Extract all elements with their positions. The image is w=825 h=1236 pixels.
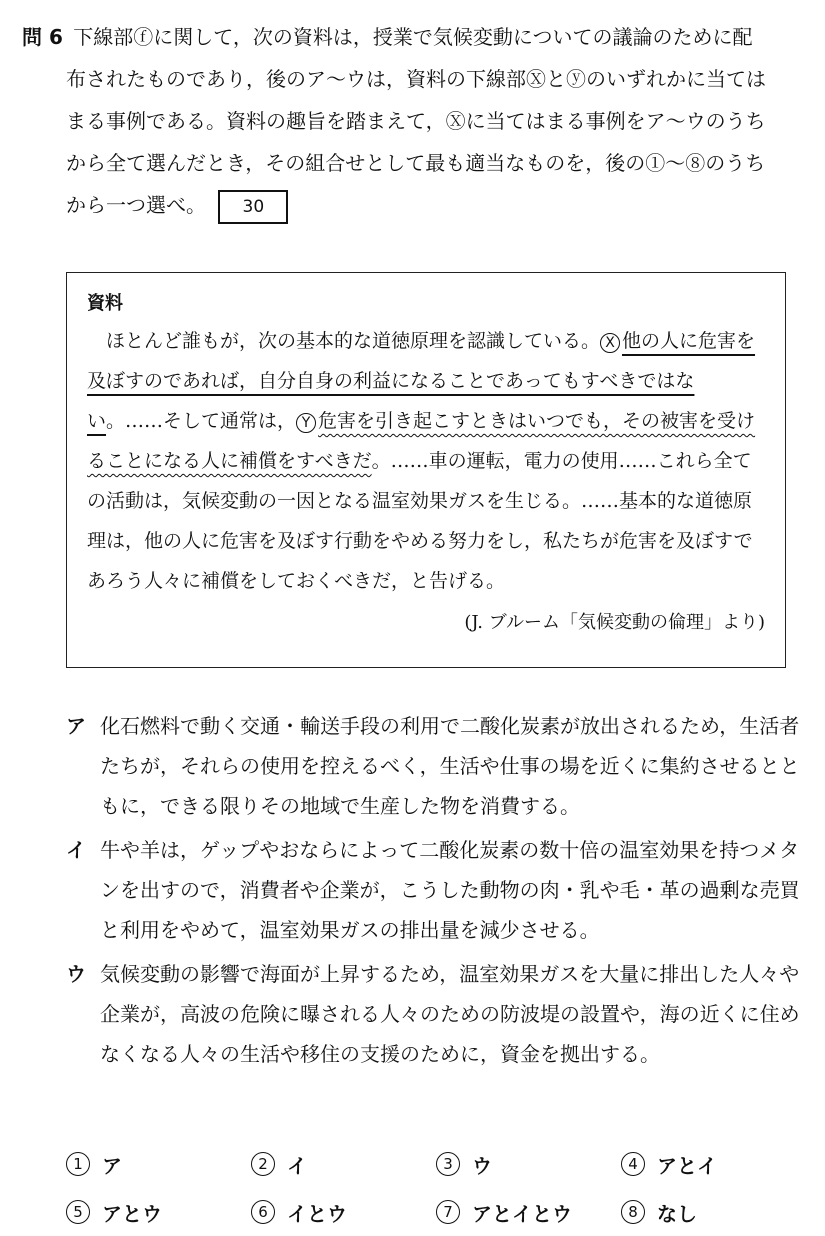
example-text: 気候変動の影響で海面が上昇するため，温室効果ガスを大量に排出した人々や企業が，高波の危険に曝される人々のための防波堤の設置や，海の近くに住めなくなる人々の生活や移住の支援のために，資金を拠出する。 [100,962,800,1066]
material-source: (J. ブルーム「気候変動の倫理」より) [464,612,765,633]
example-text: 牛や羊は，ゲップやおならによって二酸化炭素の数十倍の温室効果を持つメタンを出すので，消費者や企業が，こうした動物の肉・乳や毛・革の過剰な売買と利用をやめて，温室効果ガスの排出量を減少させる。 [100,838,800,942]
example-item [66,954,806,1074]
choice-option[interactable] [621,1198,806,1227]
material-title: 資料 [87,293,123,314]
choice-row [66,1140,806,1188]
choice-text: なし [657,1201,697,1226]
example-label: ウ [66,962,86,986]
choice-number: 6 [251,1200,275,1224]
choice-text: アとイ [657,1153,717,1178]
choice-text: イとウ [287,1201,347,1226]
question-line: 布されたものであり，後のア～ウは，資料の下線部Ⓧとⓨのいずれかに当ては [66,67,766,91]
material-text: 。……車の運転，電力の使用……これら全ての活動は，気候変動の一因となる温室効果ガスを生じる。……基本的な道徳原理は，他の人に危害を及ぼす行動をやめる努力をし，私たちが危害を及ぼすであろう人々に補償をしておくべきだ，と告げる。 [87,450,753,592]
example-label: イ [66,838,86,862]
answer-choices [66,1140,806,1236]
material-text: 。……そして通常は， [106,410,297,432]
choice-number: 1 [66,1152,90,1176]
mark-y-icon: Y [296,413,316,433]
choice-row [66,1188,806,1236]
material-text: ほとんど誰もが，次の基本的な道徳原理を認識している。 [106,330,601,352]
choice-number: 3 [436,1152,460,1176]
choice-option[interactable] [251,1198,436,1227]
choice-text: ア [102,1153,122,1178]
example-label: ア [66,714,86,738]
choice-number: 7 [436,1200,460,1224]
choice-option[interactable] [436,1150,621,1179]
examples-list [66,706,806,1078]
choice-option[interactable] [251,1150,436,1179]
question-line: 下線部ⓕに関して，次の資料は，授業で気候変動についての議論のために配 [73,25,753,49]
question-line: から全て選んだとき，その組合せとして最も適当なものを，後の①～⑧のうち [66,151,766,175]
question-stem [22,16,812,226]
choice-text: イ [287,1153,307,1178]
choice-number: 4 [621,1152,645,1176]
question-number: 問 6 [22,25,63,49]
choice-text: ウ [472,1153,492,1178]
mark-x-icon: X [600,333,620,353]
question-line: まる事例である。資料の趣旨を踏まえて，Ⓧに当てはまる事例をア～ウのうち [66,109,766,133]
question-line: から一つ選べ。 [66,193,206,217]
choice-option[interactable] [66,1198,251,1227]
material-body [87,321,765,601]
example-item [66,830,806,950]
example-text: 化石燃料で動く交通・輸送手段の利用で二酸化炭素が放出されるため，生活者たちが，それらの使用を控えるべく，生活や仕事の場を近くに集約させるとともに，できる限りその地域で生産した物を消費する。 [100,714,800,818]
choice-option[interactable] [621,1150,806,1179]
material-box [66,272,786,668]
underline-x-text: 他の人に危害を及ぼすのであれば，自分自身の利益になることであってもすべきではない [87,330,756,432]
choice-option[interactable] [66,1150,251,1179]
choice-number: 2 [251,1152,275,1176]
choice-option[interactable] [436,1198,621,1227]
answer-box[interactable]: 30 [218,190,288,224]
choice-number: 5 [66,1200,90,1224]
underline-y-text: 危害を引き起こすときはいつでも，その被害を受けることになる人に補償をすべきだ [87,410,756,472]
choice-text: アとイとウ [472,1201,572,1226]
choice-number: 8 [621,1200,645,1224]
choice-text: アとウ [102,1201,162,1226]
example-item [66,706,806,826]
